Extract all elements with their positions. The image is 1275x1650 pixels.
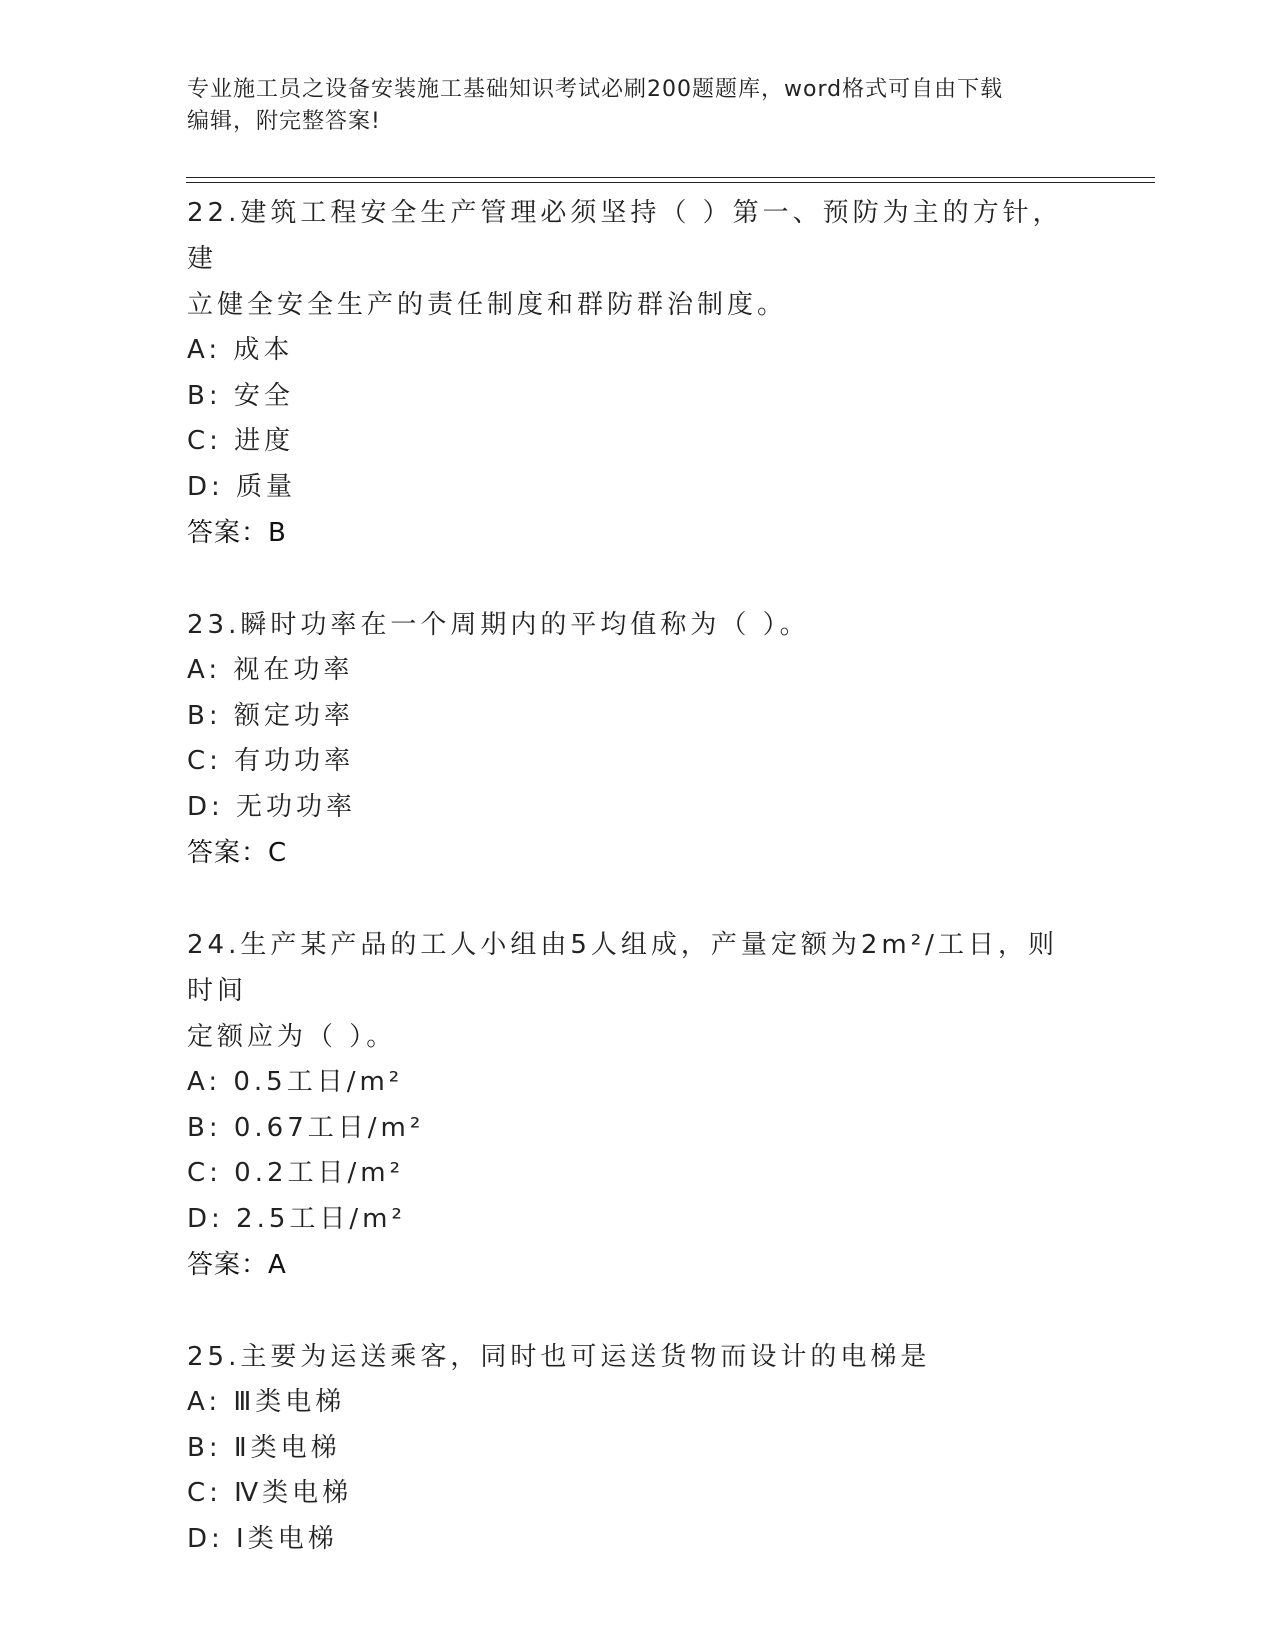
answer-line: 答案：C [187,838,288,868]
question-25 [187,1334,1087,1562]
question-23 [187,602,1087,876]
option-d: D: Ⅰ类电梯 [187,1523,338,1554]
intro-line-2: 编辑，附完整答案! [187,109,381,134]
option-b: B: Ⅱ类电梯 [187,1432,341,1463]
option-b: B: 安全 [187,380,294,411]
answer-line: 答案：B [187,518,287,548]
question-stem-line: 定额应为（ ）。 [187,1022,397,1052]
document-intro [187,74,1067,138]
question-24 [187,922,1087,1288]
question-22 [187,190,1087,556]
question-stem-line: 立健全安全生产的责任制度和群防群治制度。 [187,290,788,320]
option-c: C: Ⅳ类电梯 [187,1478,353,1508]
answer-line: 答案：A [187,1250,287,1280]
question-list [187,190,1087,1608]
intro-line-1: 专业施工员之设备安装施工基础知识考试必刷200题题库，word格式可自由下载 [187,77,1004,102]
option-a: A: 视在功率 [187,655,354,685]
option-c: C: 0.2工日/m² [187,1158,405,1188]
option-d: D: 质量 [187,471,297,502]
option-b: B: 0.67工日/m² [187,1112,425,1143]
question-stem-line: 25.主要为运送乘客，同时也可运送货物而设计的电梯是 [187,1342,931,1372]
option-b: B: 额定功率 [187,700,354,731]
option-d: D: 无功功率 [187,791,357,822]
question-stem-line: 24.生产某产品的工人小组由5人组成，产量定额为2m²/工日，则时间 [187,930,1058,1006]
option-c: C: 进度 [187,426,295,456]
option-a: A: Ⅲ类电梯 [187,1387,346,1417]
option-a: A: 成本 [187,335,294,365]
option-a: A: 0.5工日/m² [187,1067,404,1097]
option-d: D: 2.5工日/m² [187,1203,406,1234]
header-divider-bottom [186,182,1155,183]
question-stem-line: 22.建筑工程安全生产管理必须坚持（ ）第一、预防为主的方针，建 [187,198,1063,274]
header-divider-top [186,177,1155,178]
question-stem-line: 23.瞬时功率在一个周期内的平均值称为（ ）。 [187,610,810,640]
option-c: C: 有功功率 [187,746,355,776]
